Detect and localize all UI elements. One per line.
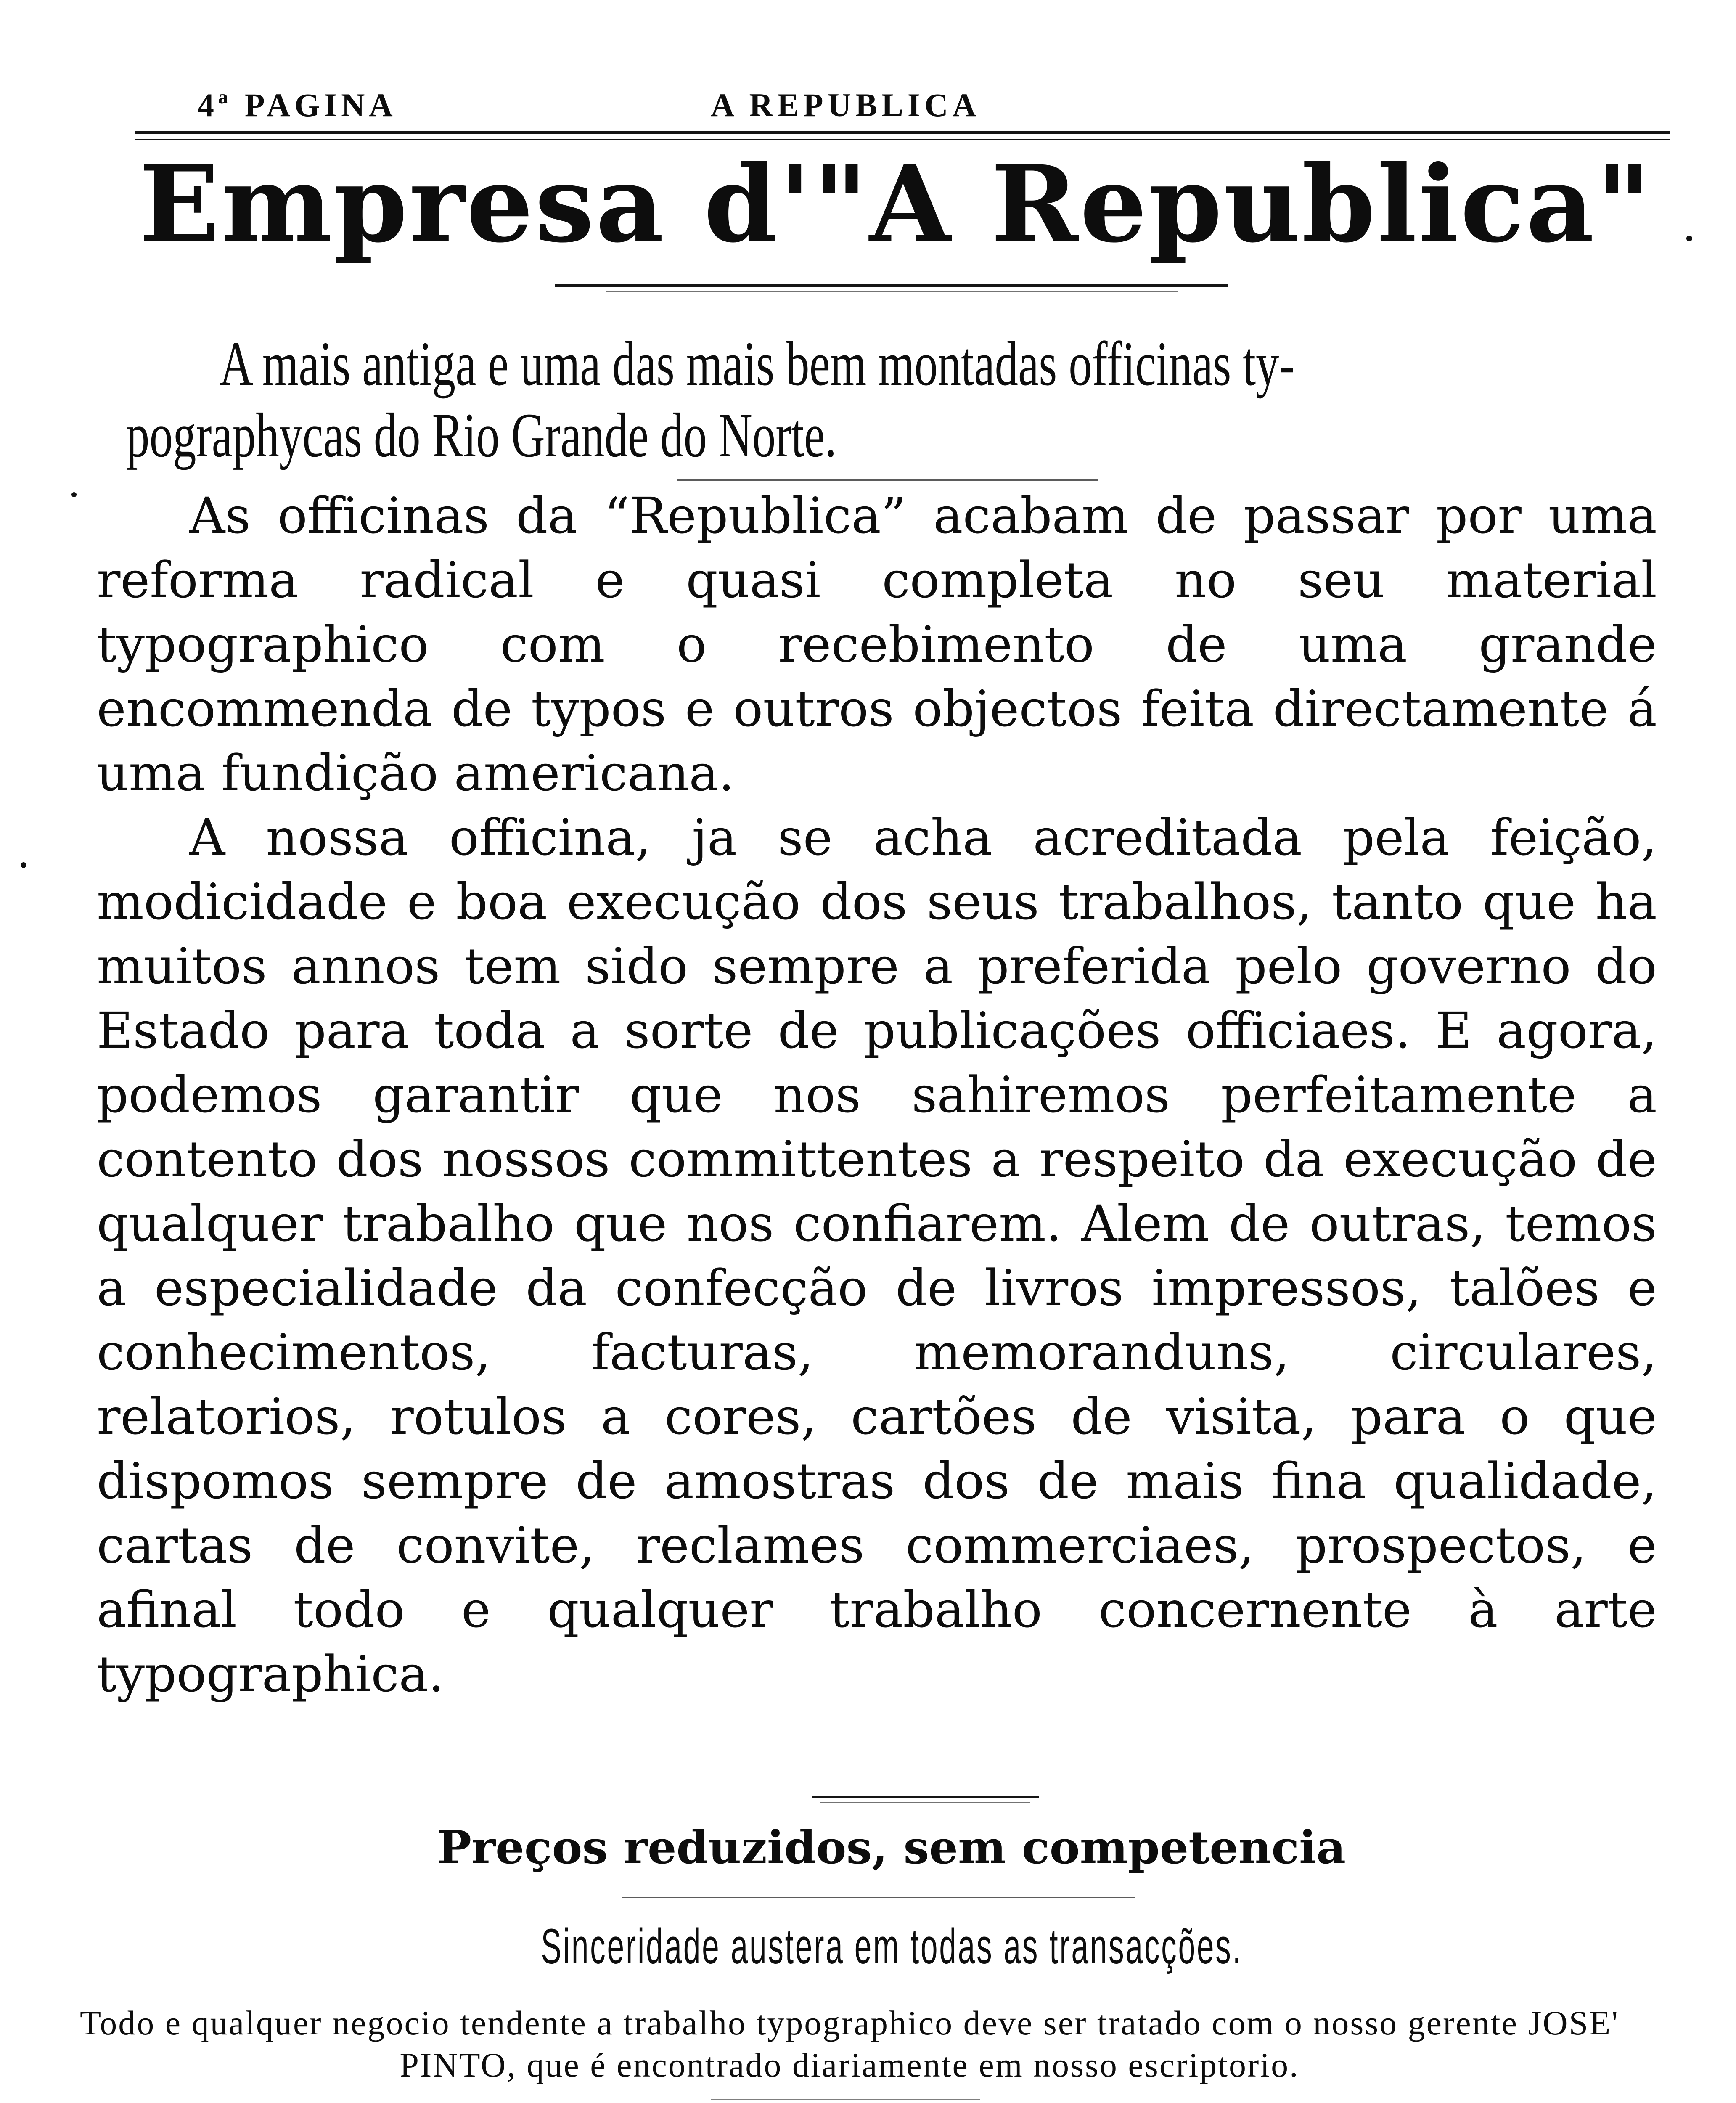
masthead-title: Empresa d'"A Republica" xyxy=(139,142,1652,266)
page-number-label: 4ª PAGINA xyxy=(198,87,397,123)
ink-speck xyxy=(1686,236,1692,241)
lead-divider xyxy=(677,479,1098,481)
gerente-divider xyxy=(711,2099,980,2100)
sinceridade-text: Sinceridade austera em todas as transacções. xyxy=(540,1919,1243,1974)
body-divider-thin xyxy=(820,1802,1030,1803)
lead-line-1: A mais antiga e uma das mais bem montadas officinas ty- xyxy=(220,329,1295,399)
gerente-notice: Todo e qualquer negocio tendente a trabalho typographico deve ser tratado com o nosso gerente JOSE' PINTO, que é encontrado diariamente em nosso escriptorio. xyxy=(79,2004,1620,2084)
sinceridade-line xyxy=(126,1918,1657,1975)
masthead-rule xyxy=(555,284,1228,287)
masthead-rule-thin xyxy=(606,291,1178,292)
lead-line-2: pographycas do Rio Grande do Norte. xyxy=(126,400,837,470)
header-rule-thick xyxy=(135,131,1670,134)
body-text xyxy=(97,484,1657,1706)
running-head-title: A REPUBLICA xyxy=(711,87,980,123)
ink-speck xyxy=(71,492,77,497)
precos-divider xyxy=(622,1897,1135,1898)
body-divider xyxy=(812,1796,1039,1798)
header-rule-thin xyxy=(135,139,1670,140)
precos-line: Preços reduzidos, sem competencia xyxy=(437,1821,1346,1874)
body-paragraph-1: As officinas da “Republica” acabam de passar por uma reforma radical e quasi completa no seu material typographico com o recebimento de uma grande encommenda de typos e outros objectos feita directamente á uma fundição americana. xyxy=(97,487,1657,802)
lead-paragraph xyxy=(126,328,1651,471)
ink-speck xyxy=(21,862,26,868)
body-paragraph-2: A nossa officina, ja se acha acreditada pela feição, modicidade e boa execução dos seus trabalhos, tanto que ha muitos annos tem sido sempre a preferida pelo governo do Estado para toda a sorte de publicações officiaes. E agora, podemos garantir que nos sahiremos perfeitamente a contento dos nossos committentes a respeito da execução de qualquer trabalho que nos confiarem. Alem de outras, temos a especialidade da confecção de livros impressos, talões e conhecimentos, facturas, memoranduns, circulares, relatorios, rotulos a cores, cartões de visita, para o que dispomos sempre de amostras dos de mais fina qualidade, cartas de convite, reclames commerciaes, prospectos, e afinal todo e qualquer trabalho concernente à arte typographica. xyxy=(97,808,1657,1703)
